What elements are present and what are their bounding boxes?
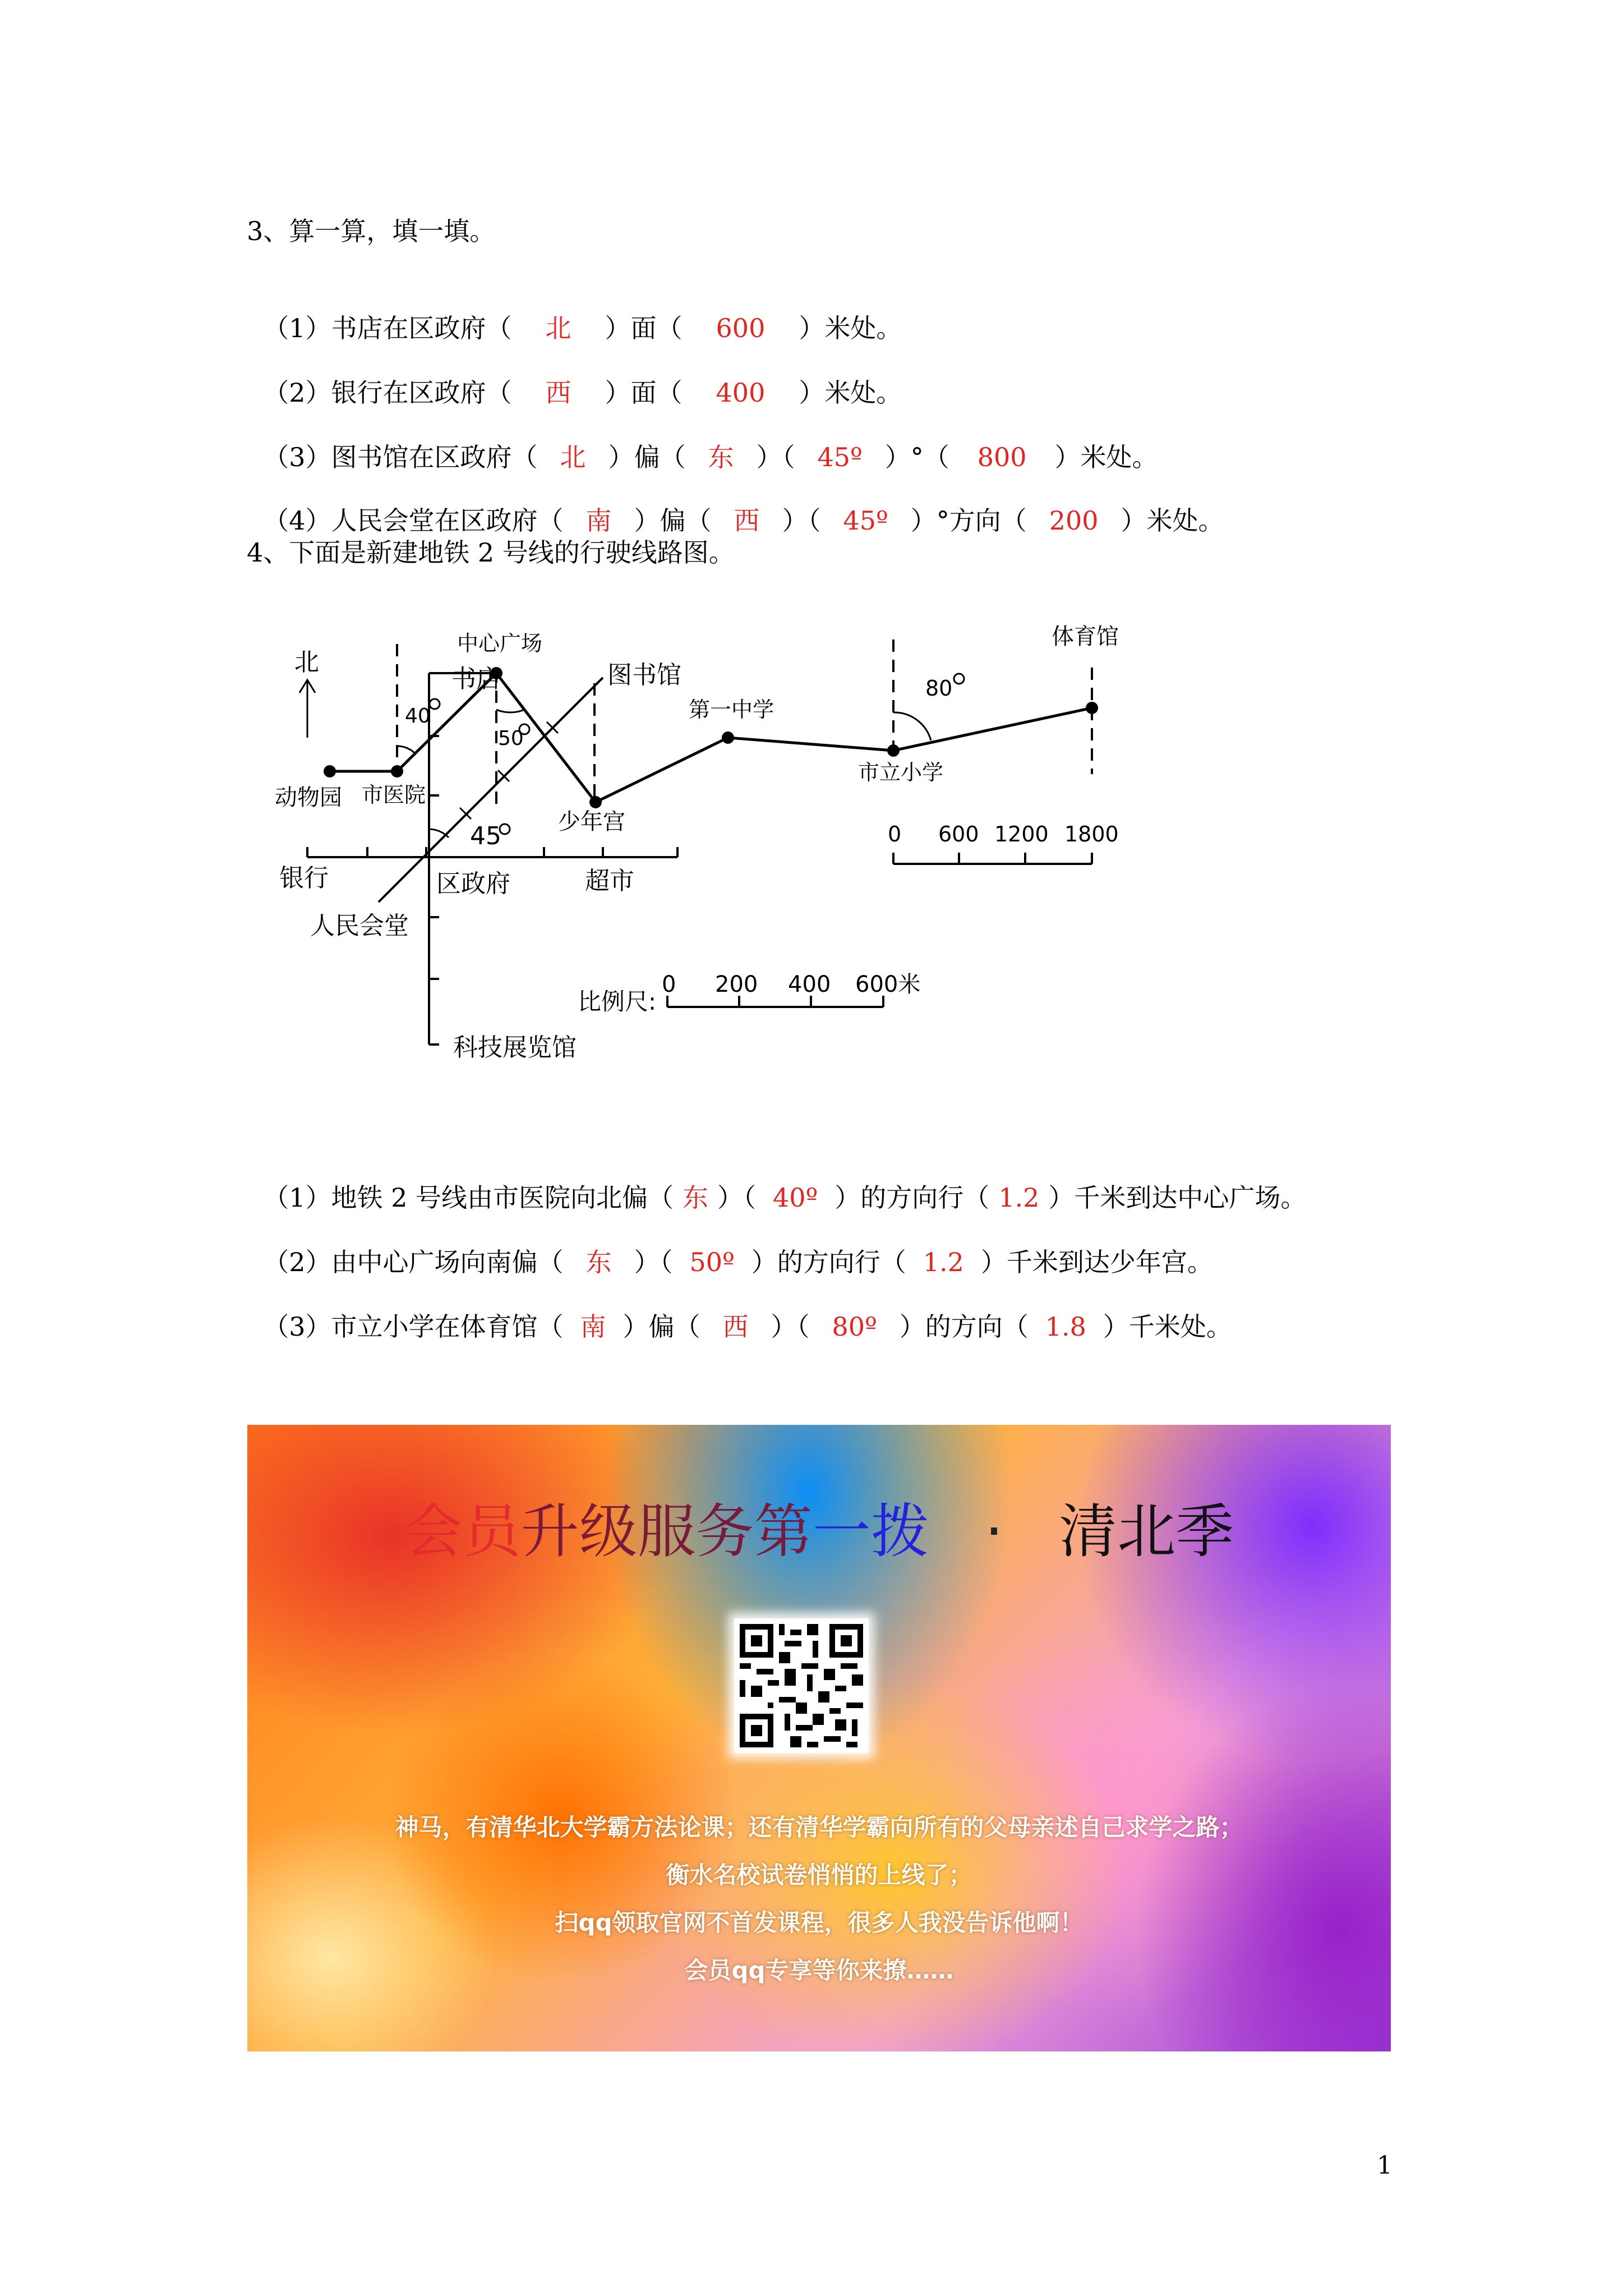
qr-code[interactable] [734,1618,869,1753]
angle-45: 45 [470,822,501,850]
scale1-600: 600米 [855,972,921,997]
promo-banner[interactable] [247,1425,1391,2051]
scale2-1200: 1200 [994,822,1049,846]
q4-item-1: （1）地铁 2 号线由市医院向北偏（ 东 ）（ 40º ）的方向行（ 1.2 ）千米到达中心广场。 [263,1182,1307,1213]
scale1-200: 200 [715,972,758,997]
q4-item-2: （2）由中心广场向南偏（ 东 ）（ 50º ）的方向行（ 1.2 ）千米到达少年宫。 [263,1247,1213,1277]
qr-code-icon [734,1618,869,1753]
label-bank: 银行 [279,864,329,892]
q3-item-1: （1）书店在区政府（ 北 ）面（ 600 ）米处。 [263,313,902,343]
label-stadium: 体育馆 [1052,624,1119,650]
station-youth-palace [589,796,602,808]
label-hall: 人民会堂 [310,912,409,940]
arc-80 [893,712,931,740]
label-library: 图书馆 [607,661,681,689]
angle-40: 40 [405,705,431,728]
label-youth-palace: 少年宫 [558,809,625,835]
subway-route-map [0,0,1623,1122]
station-hospital [391,765,403,777]
label-zoo: 动物园 [275,785,342,811]
banner-line-1: 神马，有清华北大学霸方法论课；还有清华学霸向所有的父母亲述自己求学之路； [395,1814,1243,1841]
station-elementary [887,744,900,757]
q4-item-3: （3）市立小学在体育馆（ 南 ）偏（ 西 ）（ 80º ）的方向（ 1.8 ）千米处。 [263,1312,1232,1342]
label-supermarket: 超市 [585,867,634,895]
station-first-school [722,731,734,744]
label-center: 中心广场 [457,631,543,656]
label-bookstore: 书店 [451,665,501,693]
scale1-0: 0 [662,972,676,997]
scale2-1800: 1800 [1064,822,1119,846]
label-scale: 比例尺: [578,988,657,1015]
station-zoo [324,765,336,777]
label-museum: 科技展览馆 [453,1033,577,1062]
label-gov: 区政府 [436,869,510,898]
label-first-school: 第一中学 [689,697,774,722]
q3-item-2: （2）银行在区政府（ 西 ）面（ 400 ）米处。 [263,378,902,408]
north-label: 北 [294,648,319,677]
arc-40 [397,746,415,753]
angle-50: 50 [498,727,524,750]
scale1-400: 400 [788,972,831,997]
page-number: 1 [1377,2151,1393,2180]
arc-50 [496,710,524,712]
scale2-600: 600 [938,822,979,846]
q4-title: 4、下面是新建地铁 2 号线的行驶线路图。 [247,537,735,568]
q3-item-3: （3）图书馆在区政府（ 北 ）偏（ 东 ）（ 45º ）°（ 800 ）米处。 [263,442,1158,472]
station-stadium [1086,702,1098,714]
q3-item-4: （4）人民会堂在区政府（ 南 ）偏（ 西 ）（ 45º ）°方向（ 200 ）米处。 [263,505,1224,536]
scale2-0: 0 [888,822,902,846]
banner-line-4: 会员qq专享等你来撩…… [684,1957,954,1984]
banner-line-2: 衡水名校试卷悄悄的上线了； [666,1861,972,1889]
label-hospital: 市医院 [362,783,426,807]
q3-title: 3、算一算，填一填。 [247,216,496,246]
angle-80: 80 [925,676,953,701]
banner-title: 会员升级服务第一拨 · 清北季 [404,1497,1234,1566]
subway-route [330,673,1092,802]
banner-line-3: 扫qq领取官网不首发课程，很多人我没告诉他啊！ [555,1909,1083,1936]
label-elementary: 市立小学 [858,760,944,785]
